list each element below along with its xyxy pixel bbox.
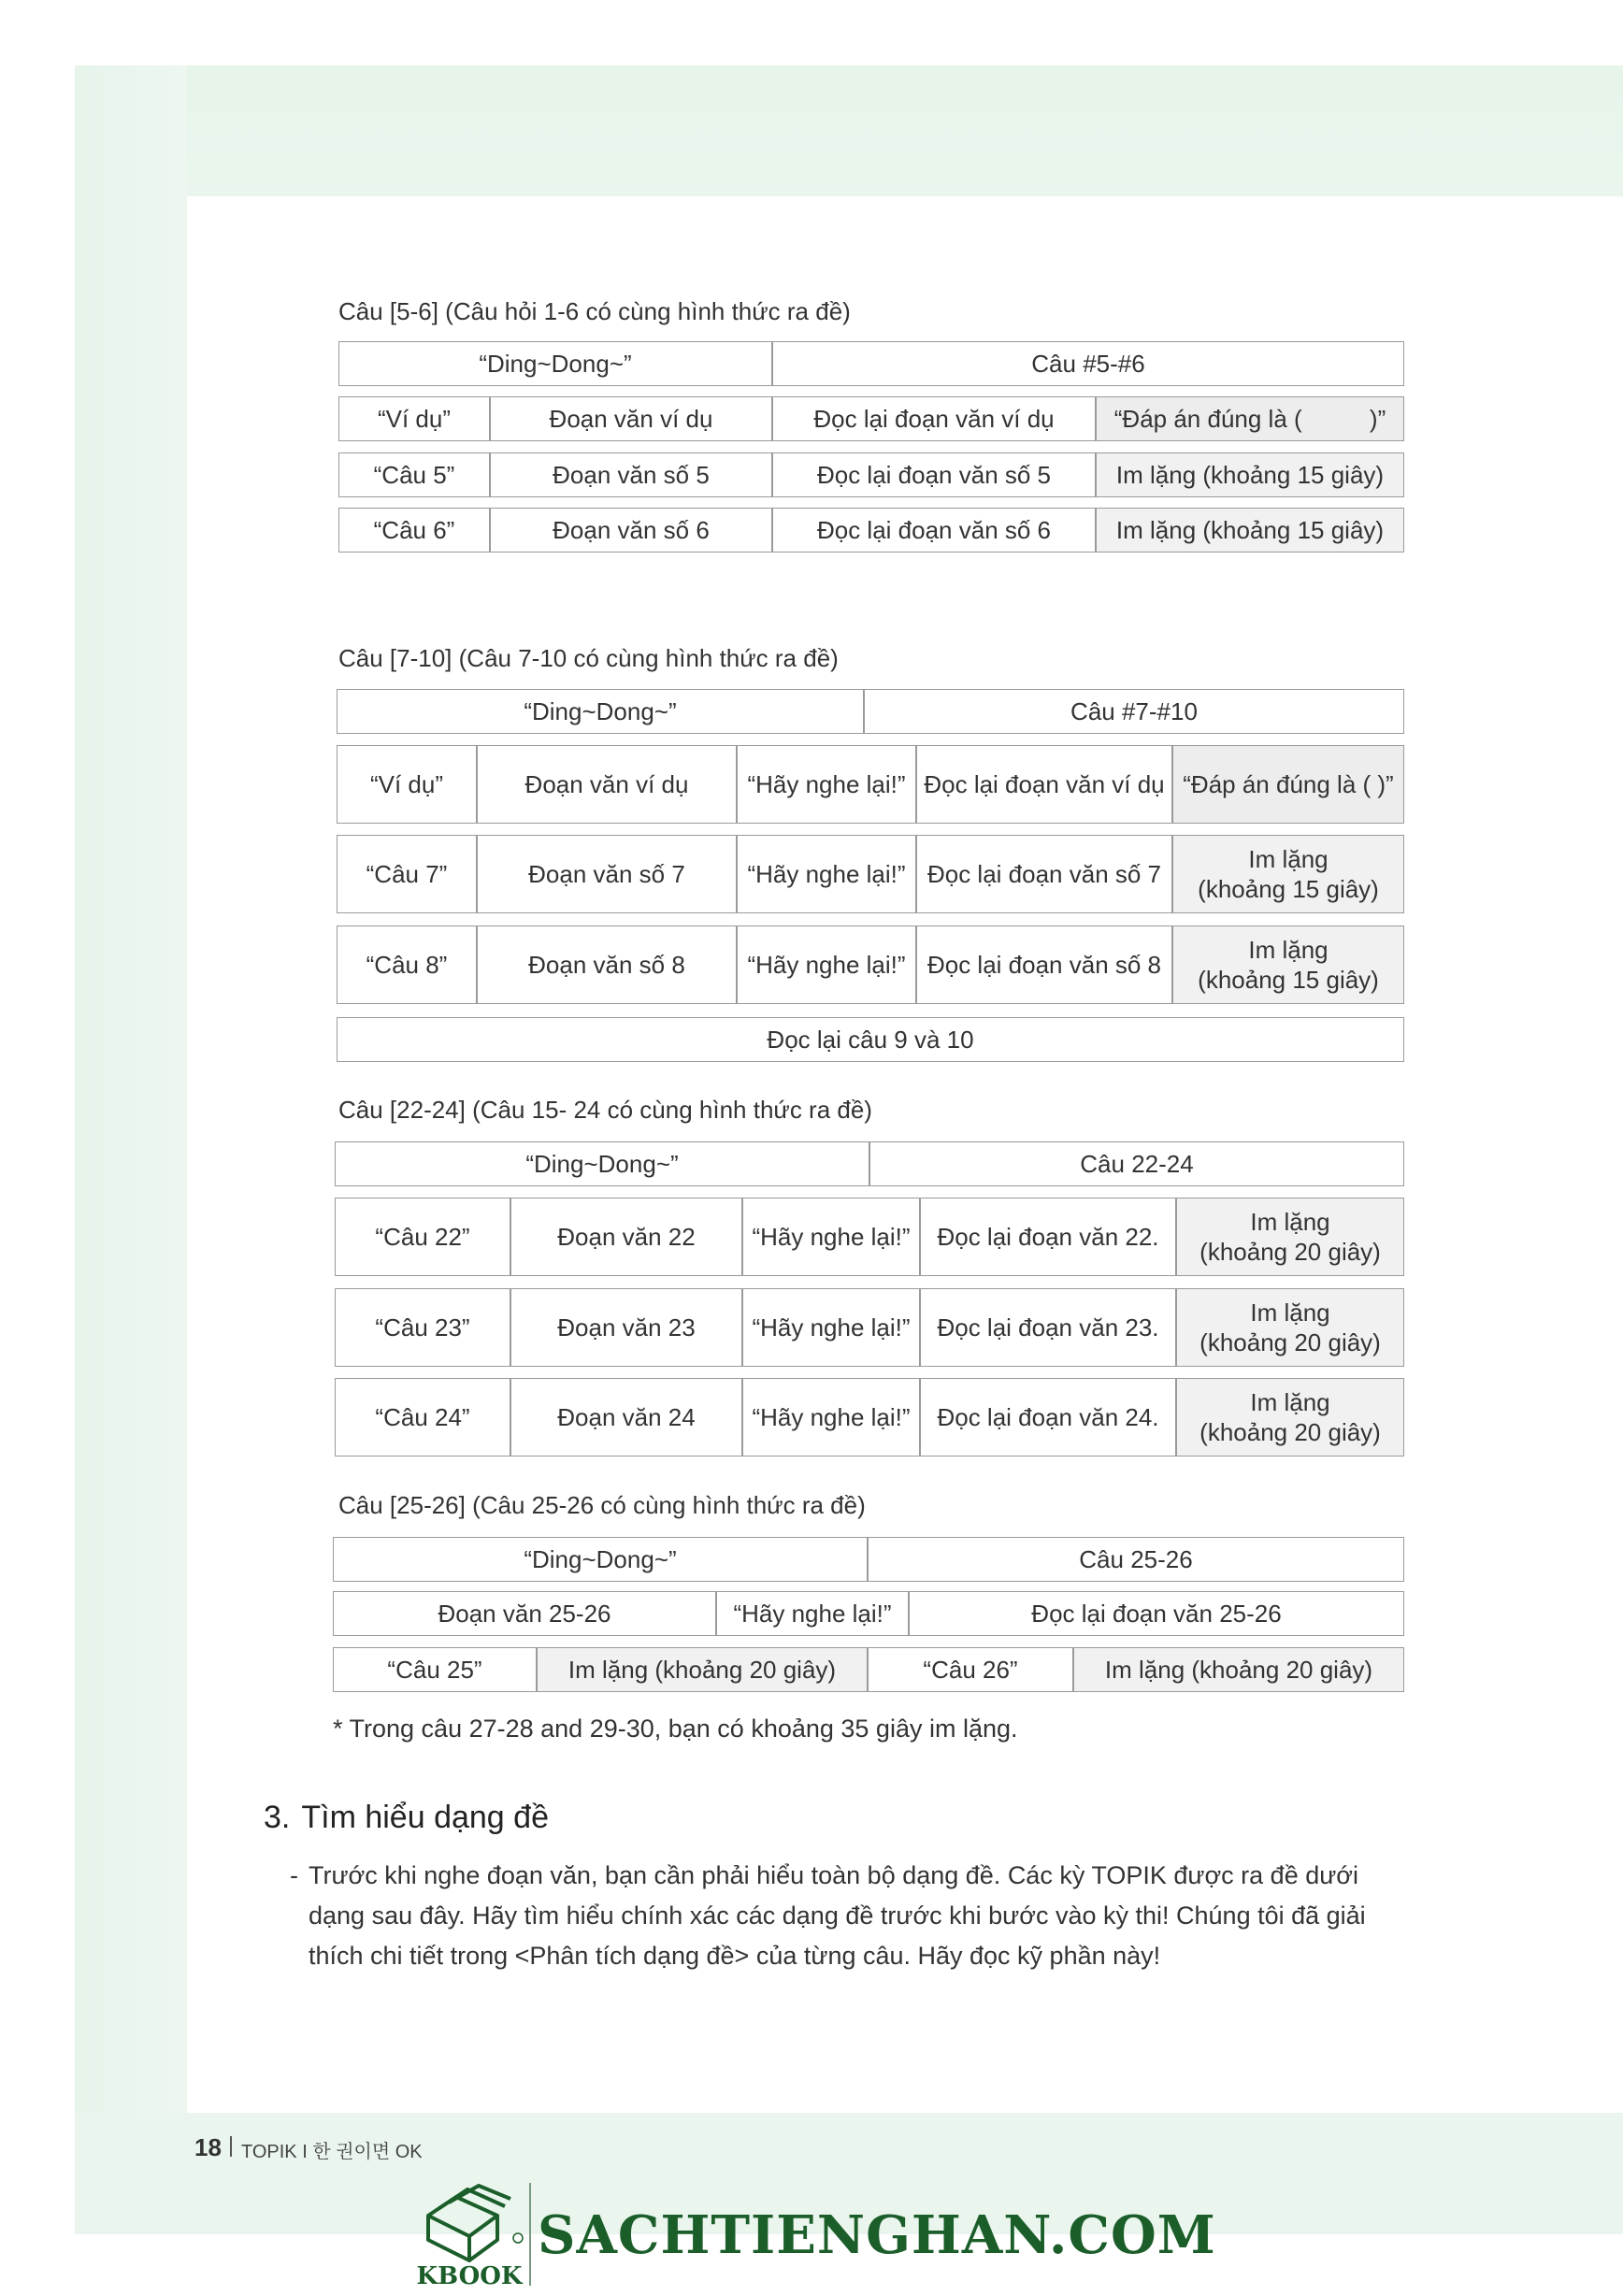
table2-cell-silence: Im lặng (khoảng 15 giây): [1172, 835, 1404, 913]
table3-cell: “Hãy nghe lại!”: [742, 1198, 920, 1276]
table4-cell: “Câu 26”: [868, 1647, 1073, 1692]
section-number: 3.: [264, 1800, 291, 1835]
table2-cell: “Hãy nghe lại!”: [737, 835, 916, 913]
table1-cell: “Ví dụ”: [338, 396, 490, 441]
site-watermark: SACHTIENGHAN.COM: [538, 2204, 1216, 2266]
table4-cell: Đọc lại đoạn văn 25-26: [909, 1591, 1404, 1636]
table3-cell: “Câu 22”: [335, 1198, 510, 1276]
paragraph-text: Trước khi nghe đoạn văn, bạn cần phải hiểu toàn bộ dạng đề. Các kỳ TOPIK được ra đề dưới dạng sau đây. Hãy tìm hiểu chính xác các dạng đề trước khi bước vào kỳ thi! Chúng tôi đã giải thích chi tiết trong <Phân tích dạng đề> của từng câu. Hãy đọc kỹ phần này!: [309, 1861, 1366, 1970]
table2-footer-row: Đọc lại câu 9 và 10: [337, 1017, 1404, 1062]
table3-cell: Đoạn văn 23: [510, 1288, 742, 1367]
table2-cell: Đoạn văn ví dụ: [477, 745, 737, 824]
table2-cell-silence: Im lặng (khoảng 15 giây): [1172, 926, 1404, 1004]
table3-header-ding-dong: “Ding~Dong~”: [335, 1141, 869, 1186]
table1-cell-silence: Im lặng (khoảng 15 giây): [1096, 508, 1404, 552]
table1-cell: “Câu 5”: [338, 452, 490, 497]
table3-cell: Đoạn văn 24: [510, 1378, 742, 1457]
table4-cell-silence: Im lặng (khoảng 20 giây): [537, 1647, 868, 1692]
table2-cell: “Ví dụ”: [337, 745, 477, 824]
table4-caption: Câu [25-26] (Câu 25-26 có cùng hình thức ra đề): [338, 1491, 866, 1519]
table2-cell: Đọc lại đoạn văn số 7: [916, 835, 1172, 913]
table1-cell: Đoạn văn số 5: [490, 452, 772, 497]
table2-cell: Đoạn văn số 8: [477, 926, 737, 1004]
table4-header-range: Câu 25-26: [868, 1537, 1404, 1582]
table4-cell: “Câu 25”: [333, 1647, 537, 1692]
table2-cell: “Câu 8”: [337, 926, 477, 1004]
table3-cell-silence: Im lặng (khoảng 20 giây): [1176, 1288, 1404, 1367]
page-background-top: [75, 65, 1623, 196]
table3-cell: Đọc lại đoạn văn 23.: [920, 1288, 1176, 1367]
table1-cell: Đọc lại đoạn văn ví dụ: [772, 396, 1096, 441]
table1-cell: Đọc lại đoạn văn số 6: [772, 508, 1096, 552]
table2-cell: “Hãy nghe lại!”: [737, 745, 916, 824]
table3-cell: Đọc lại đoạn văn 24.: [920, 1378, 1176, 1457]
table4-cell: “Hãy nghe lại!”: [716, 1591, 909, 1636]
table3-cell: “Hãy nghe lại!”: [742, 1378, 920, 1457]
table1-caption: Câu [5-6] (Câu hỏi 1-6 có cùng hình thức ra đề): [338, 297, 851, 325]
logo-separator: [529, 2183, 531, 2286]
table3-cell: “Câu 23”: [335, 1288, 510, 1367]
table1-cell-answer: “Đáp án đúng là ( )”: [1096, 396, 1404, 441]
table2-header-ding-dong: “Ding~Dong~”: [337, 689, 864, 734]
book-title: TOPIK I 한 권이면 OK: [241, 2142, 423, 2162]
table1-header-ding-dong: “Ding~Dong~”: [338, 341, 772, 386]
section-title-text: Tìm hiểu dạng đề: [301, 1800, 549, 1835]
table3-cell-silence: Im lặng (khoảng 20 giây): [1176, 1198, 1404, 1276]
footer-separator: [230, 2136, 232, 2157]
table2-cell: Đọc lại đoạn văn ví dụ: [916, 745, 1172, 824]
table2-cell: “Câu 7”: [337, 835, 477, 913]
table1-cell: “Câu 6”: [338, 508, 490, 552]
table1-cell-silence: Im lặng (khoảng 15 giây): [1096, 452, 1404, 497]
table3-cell: “Câu 24”: [335, 1378, 510, 1457]
section-paragraph: [290, 1856, 1412, 1976]
section-title: [264, 1800, 549, 1836]
table1-header-range: Câu #5-#6: [772, 341, 1404, 386]
table2-cell-answer: “Đáp án đúng là ( )”: [1172, 745, 1404, 824]
note-text: * Trong câu 27-28 and 29-30, bạn có khoảng 35 giây im lặng.: [333, 1715, 1018, 1743]
table3-header-range: Câu 22-24: [869, 1141, 1404, 1186]
table2-cell: “Hãy nghe lại!”: [737, 926, 916, 1004]
table2-caption: Câu [7-10] (Câu 7-10 có cùng hình thức ra đề): [338, 644, 839, 672]
table3-cell-silence: Im lặng (khoảng 20 giây): [1176, 1378, 1404, 1457]
table2-cell: Đọc lại đoạn văn số 8: [916, 926, 1172, 1004]
table3-caption: Câu [22-24] (Câu 15- 24 có cùng hình thức ra đề): [338, 1096, 872, 1124]
table3-cell: “Hãy nghe lại!”: [742, 1288, 920, 1367]
table4-cell-silence: Im lặng (khoảng 20 giây): [1073, 1647, 1404, 1692]
table2-header-range: Câu #7-#10: [864, 689, 1404, 734]
table4-cell: Đoạn văn 25-26: [333, 1591, 716, 1636]
table1-cell: Đoạn văn ví dụ: [490, 396, 772, 441]
table1-cell: Đọc lại đoạn văn số 5: [772, 452, 1096, 497]
kbook-logo-text: KBOOK: [416, 2262, 523, 2290]
table1-cell: Đoạn văn số 6: [490, 508, 772, 552]
table3-cell: Đoạn văn 22: [510, 1198, 742, 1276]
bullet-dash: -: [290, 1861, 298, 1889]
table2-cell: Đoạn văn số 7: [477, 835, 737, 913]
table3-cell: Đọc lại đoạn văn 22.: [920, 1198, 1176, 1276]
table4-header-ding-dong: “Ding~Dong~”: [333, 1537, 868, 1582]
page-background-left: [75, 65, 187, 2234]
page-number: 18: [194, 2133, 222, 2161]
